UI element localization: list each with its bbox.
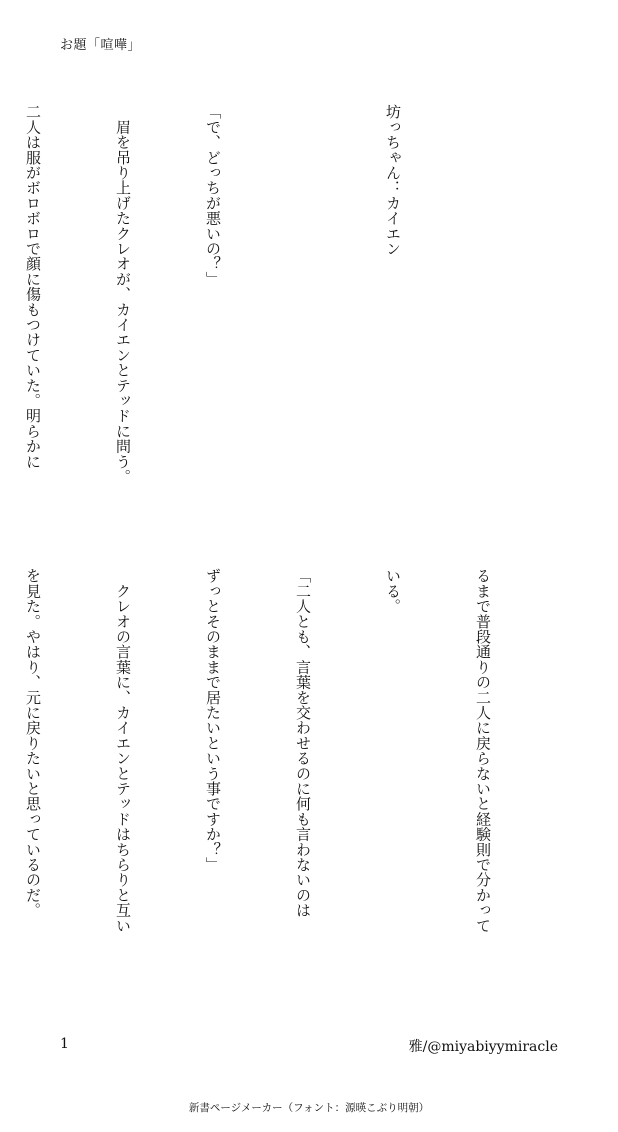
text-line: 「二人とも、言葉を交わせるのに何も言わないのは: [294, 568, 312, 918]
text-line: るまで普段通りの二人に戻らないと経験則で分かって: [474, 568, 492, 933]
text-line: クレオの言葉に、カイエンとテッドはちらりと互い: [114, 568, 132, 933]
text-line: を見た。やはり、元に戻りたいと思っているのだ。: [24, 568, 42, 918]
text-line: 眉を吊り上げたクレオが、カイエンとテッドに問う。: [114, 104, 132, 484]
lower-text-block: [24, 568, 558, 998]
author-credit: 雅/@miyabiyymiracle: [408, 1039, 558, 1055]
page-number: 1: [60, 1036, 69, 1052]
story-title: 坊っちゃん：カイエン: [384, 104, 402, 256]
topic-header: お題「喧嘩」: [60, 38, 142, 53]
upper-text-block: [24, 104, 558, 534]
text-line: [288, 104, 318, 534]
text-line: [468, 104, 498, 534]
text-line: 二人は服がボロボロで顔に傷もつけていた。明らかに: [24, 104, 42, 469]
footer-credit: 新書ページメーカー（フォント：源暎こぶり明朝）: [188, 1102, 430, 1114]
text-line: 「で、どっちが悪いの？」: [204, 104, 222, 287]
text-line: ずっとそのままで居たいという事ですか？」: [204, 568, 222, 872]
text-line: いる。: [384, 568, 402, 614]
